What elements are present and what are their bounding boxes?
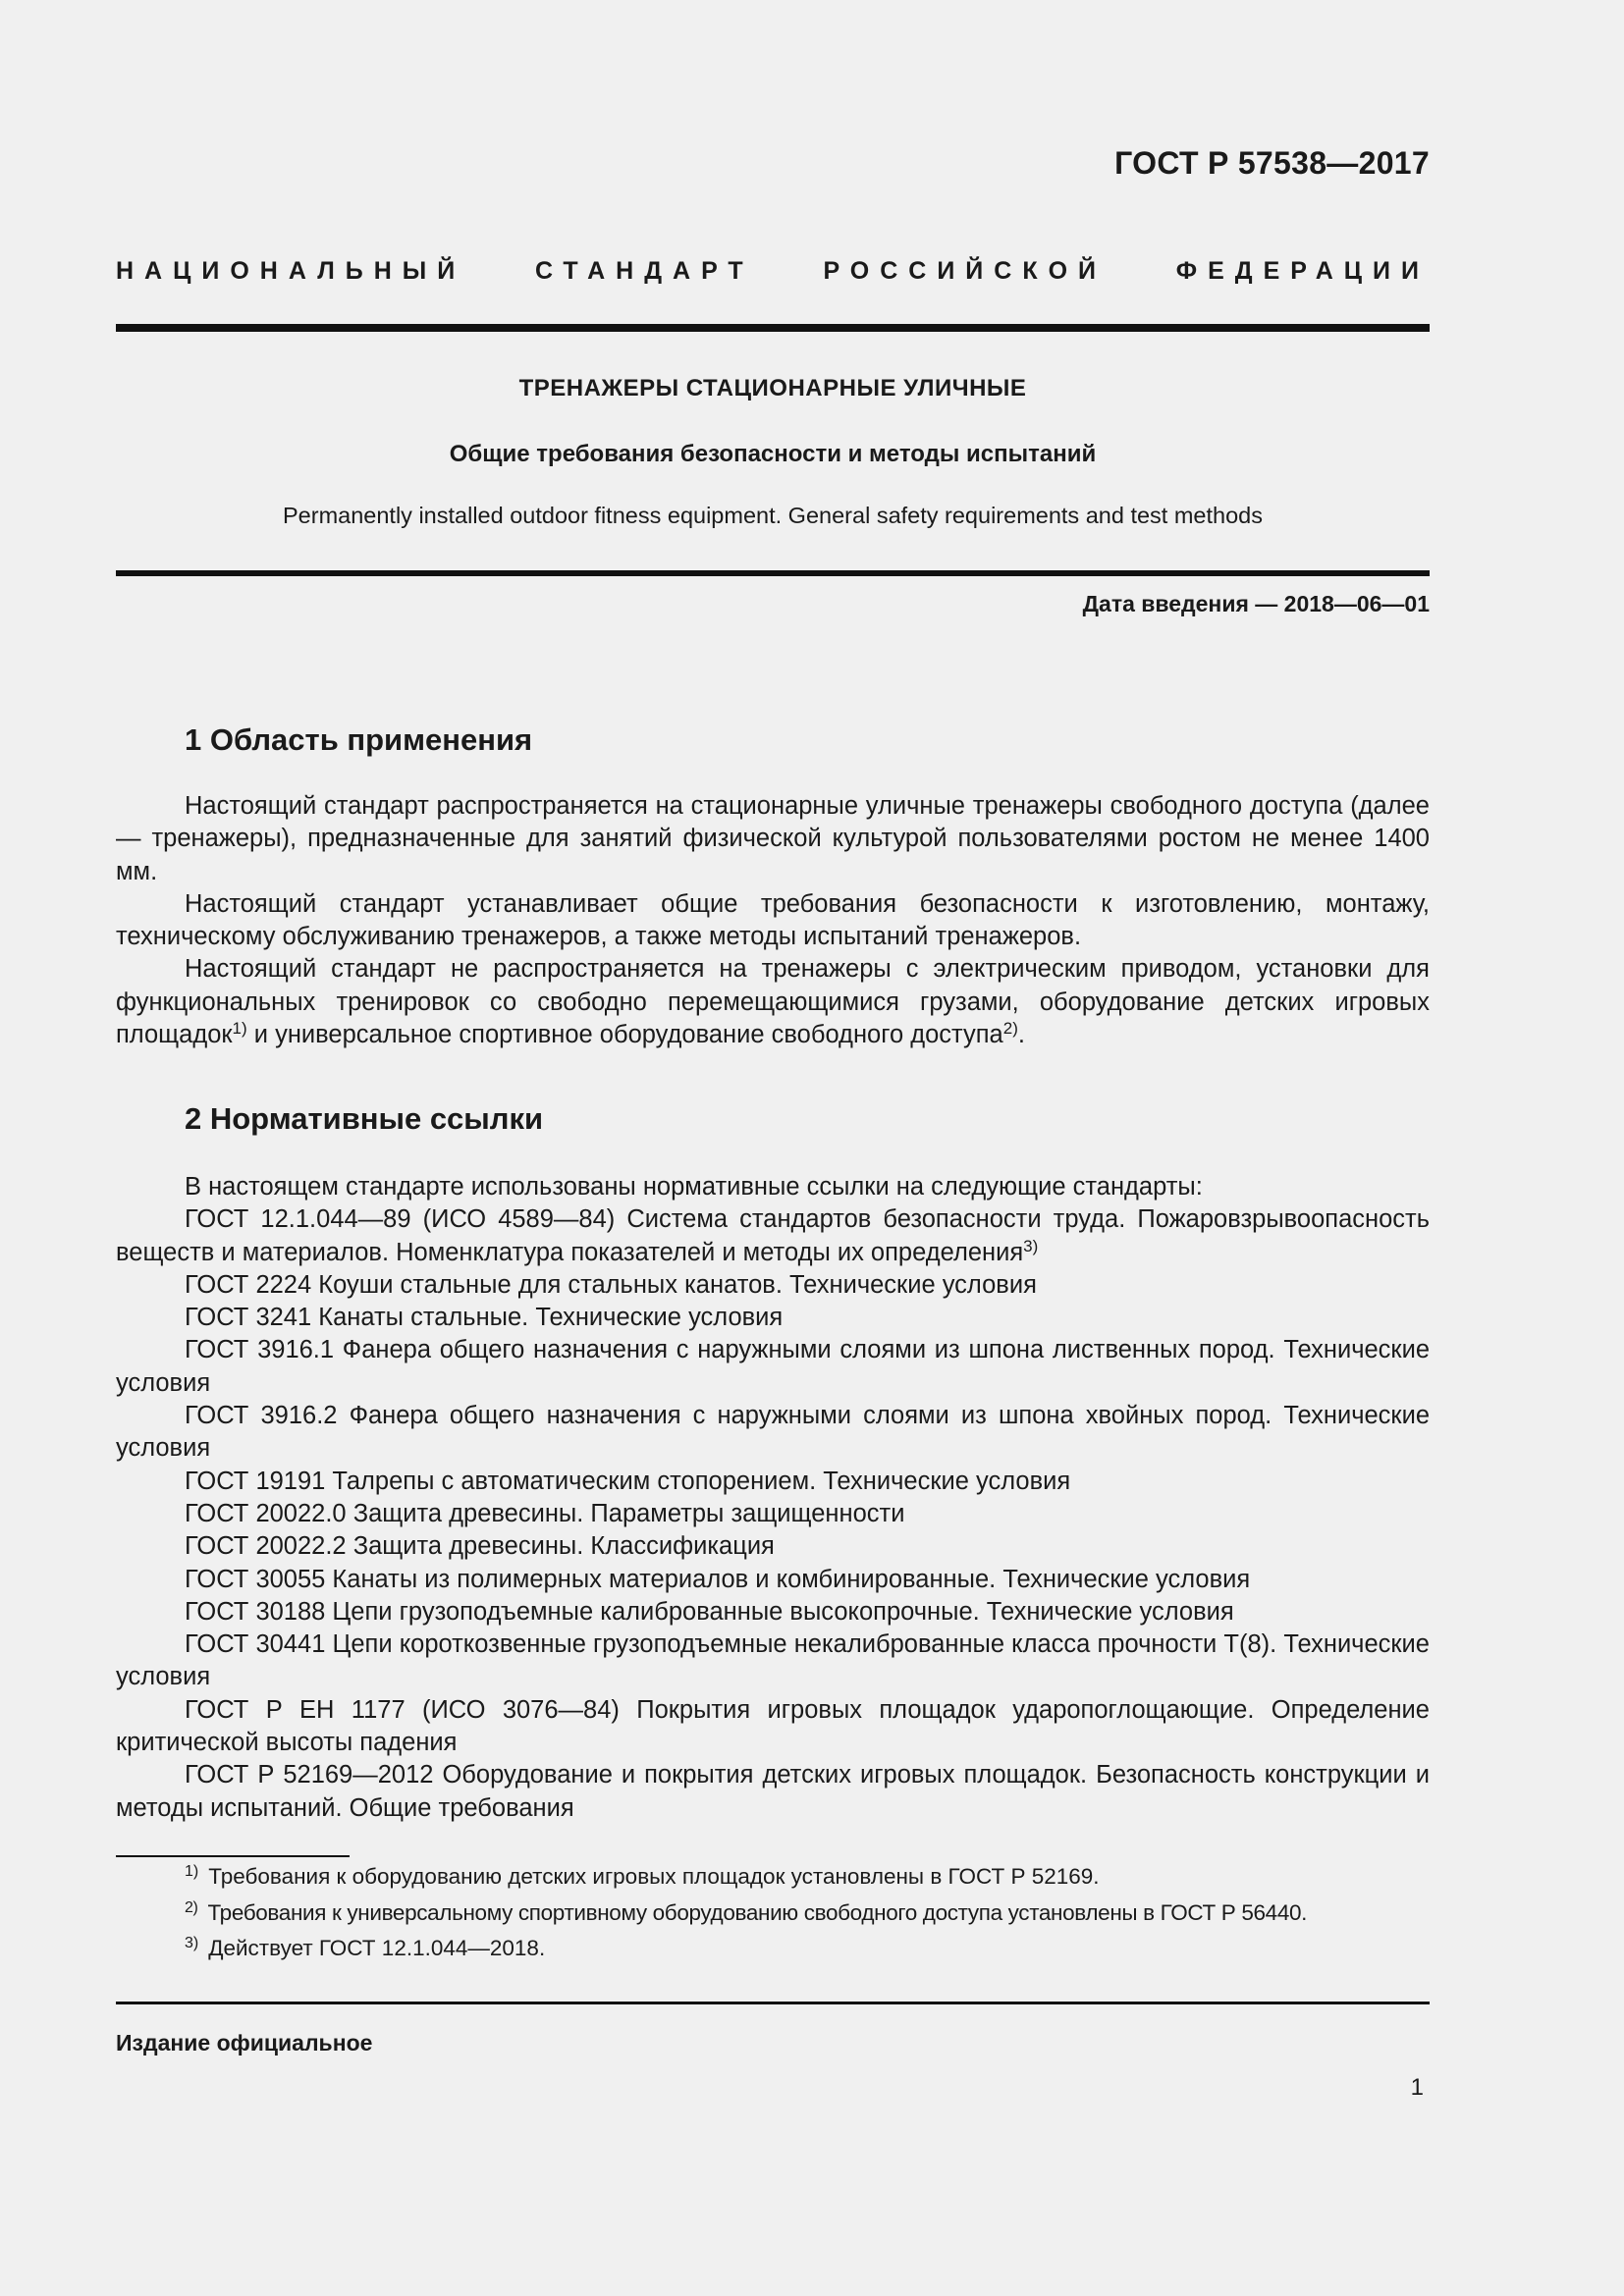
footnote-text: Требования к оборудованию детских игровых площадок установлены в ГОСТ Р 52169. [208,1864,1100,1889]
paragraph: Настоящий стандарт устанавливает общие требования безопасности к изготовлению, монтажу, техническому обслуживанию тренажеров, а также методы испытаний тренажеров. [116,889,1430,951]
footnote-separator [116,1855,350,1857]
national-standard-banner: НАЦИОНАЛЬНЫЙ СТАНДАРТ РОССИЙСКОЙ ФЕДЕРАЦИИ [116,257,1430,285]
english-title: Permanently installed outdoor fitness equipment. General safety requirements and test methods [283,503,1263,528]
footnote-ref: 1) [232,1019,247,1039]
standard-subtitle: Общие требования безопасности и методы испытаний [449,441,1097,467]
footnote [116,1896,1430,1932]
footer-rule [116,2002,1430,2004]
reference-item: ГОСТ 2224 Коуши стальные для стальных канатов. Технические условия [185,1270,1037,1299]
paragraph: В настоящем стандарте использованы нормативные ссылки на следующие стандарты: [185,1173,1203,1201]
official-edition-label: Издание официальное [116,2030,373,2056]
footnote-text: Требования к универсальному спортивному оборудованию свободного доступа установлены в ГОСТ Р 56440. [207,1899,1308,1925]
header-rule [116,324,1430,332]
reference-item: ГОСТ 20022.2 Защита древесины. Классификация [185,1532,775,1561]
reference-item: ГОСТ 30441 Цепи короткозвенные грузоподъемные некалиброванные класса прочности Т(8). Технические условия [116,1630,1430,1691]
reference-item: ГОСТ 3916.1 Фанера общего назначения с наружными слоями из шпона лиственных пород. Технические условия [116,1336,1430,1397]
section-2-heading: 2 Нормативные ссылки [185,1101,544,1136]
footnote-text: Действует ГОСТ 12.1.044—2018. [208,1936,546,1960]
footnote-ref: 3) [1023,1236,1039,1255]
reference-item: ГОСТ Р ЕН 1177 (ИСО 3076—84) Покрытия игровых площадок ударопоглощающие. Определение критической высоты падения [116,1695,1430,1757]
footnote-ref: 2) [1002,1019,1018,1039]
footnote-mark: 3) [185,1935,199,1951]
reference-item: ГОСТ 19191 Талрепы с автоматическим стопорением. Технические условия [185,1467,1071,1495]
footnotes [116,1859,1430,1967]
reference-text: ГОСТ 12.1.044—89 (ИСО 4589—84) Система стандартов безопасности труда. Пожаровзрывоопасность веществ и материалов. Номенклатура показателей и методы их определения [116,1205,1430,1266]
reference-item [116,1203,1430,1269]
paragraph [116,953,1430,1051]
section-1-body [116,790,1430,1051]
section-2-body [116,1171,1430,1825]
section-1-heading: 1 Область применения [185,722,533,757]
paragraph-text: Настоящий стандарт не распространяется на тренажеры с электрическим приводом, установки для функциональных тренировок со свободно перемещающимися грузами, оборудование детских игровых площадок [116,955,1430,1049]
reference-item: ГОСТ 3916.2 Фанера общего назначения с наружными слоями из шпона хвойных пород. Технические условия [116,1402,1430,1463]
paragraph-text: и универсальное спортивное оборудование свободного доступа [246,1021,1003,1049]
footnote [116,1931,1430,1967]
footnote-mark: 1) [185,1863,199,1880]
page-number: 1 [1410,2074,1424,2101]
paragraph-text: . [1017,1021,1025,1049]
standard-title: ТРЕНАЖЕРЫ СТАЦИОНАРНЫЕ УЛИЧНЫЕ [518,375,1027,401]
reference-item: ГОСТ 3241 Канаты стальные. Технические условия [185,1304,784,1332]
footnote-mark: 2) [185,1898,198,1916]
paragraph: Настоящий стандарт распространяется на стационарные уличные тренажеры свободного доступа (далее — тренажеры), предназначенные для занятий физической культурой пользователями ростом не менее 1400 мм. [116,792,1430,885]
title-rule [116,570,1430,576]
document-number: ГОСТ Р 57538—2017 [1114,145,1430,181]
reference-item: ГОСТ 30055 Канаты из полимерных материалов и комбинированные. Технические условия [185,1565,1251,1593]
reference-item: ГОСТ Р 52169—2012 Оборудование и покрытия детских игровых площадок. Безопасность конструкции и методы испытаний. Общие требования [116,1761,1430,1822]
effective-date: Дата введения — 2018—06—01 [1082,591,1430,616]
footnote [116,1859,1430,1896]
reference-item: ГОСТ 30188 Цепи грузоподъемные калиброванные высокопрочные. Технические условия [185,1597,1234,1626]
reference-item: ГОСТ 20022.0 Защита древесины. Параметры защищенности [185,1499,905,1527]
